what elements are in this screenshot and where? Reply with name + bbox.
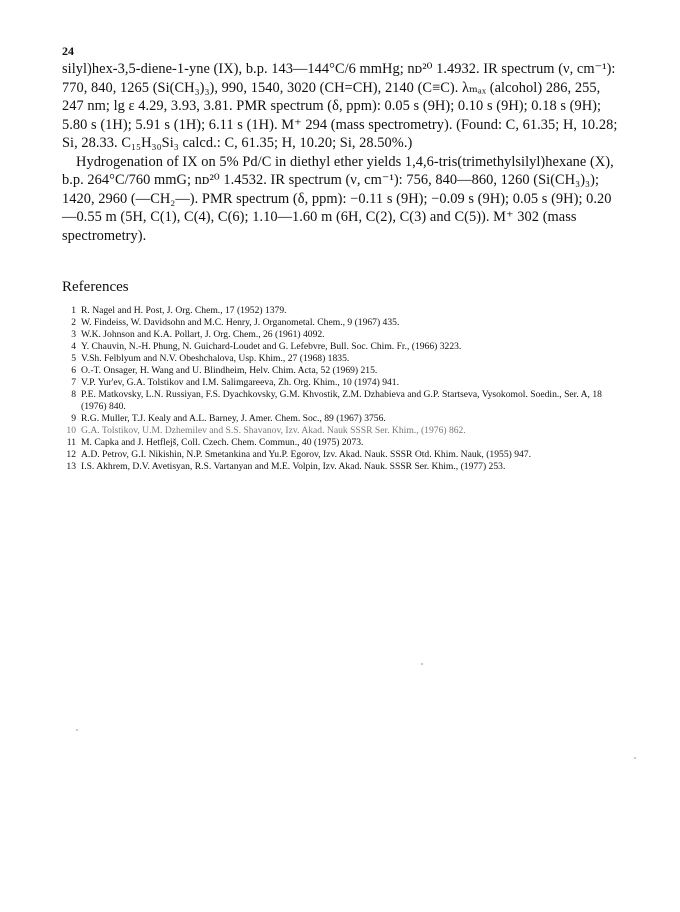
reference-text: V.P. Yur'ev, G.A. Tolstikov and I.M. Salimgareeva, Zh. Org. Khim., 10 (1974) 941.	[81, 377, 399, 388]
reference-number: 12	[66, 449, 76, 460]
reference-text: M. Capka and J. Hetflejš, Coll. Czech. Chem. Commun., 40 (1975) 2073.	[81, 437, 364, 448]
reference-text: A.D. Petrov, G.I. Nikishin, N.P. Smetankina and Yu.P. Egorov, Izv. Akad. Nauk. SSSR Otd. Khim. Nauk, (1955) 947.	[81, 449, 531, 460]
reference-text: P.E. Matkovsky, L.N. Russiyan, F.S. Dyachkovsky, G.M. Khvostik, Z.M. Dzhabieva and G.P. Startseva, Vysokomol. Soedin., Ser. A, 18 (1976) 840.	[81, 389, 602, 412]
reference-number: 10	[66, 425, 76, 436]
reference-number: 13	[66, 461, 76, 472]
page-number: 24	[62, 44, 74, 58]
reference-item	[62, 341, 622, 353]
reference-number: 3	[71, 329, 76, 340]
reference-number: 2	[71, 317, 76, 328]
reference-text: R. Nagel and H. Post, J. Org. Chem., 17 (1952) 1379.	[81, 305, 287, 316]
reference-item	[62, 353, 622, 365]
reference-item	[62, 413, 622, 425]
scan-speck	[421, 663, 423, 665]
reference-item	[62, 389, 622, 413]
reference-number: 5	[71, 353, 76, 364]
reference-item	[62, 305, 622, 317]
reference-item	[62, 329, 622, 341]
reference-item	[62, 425, 622, 437]
references-heading: References	[62, 279, 129, 296]
reference-text: G.A. Tolstikov, U.M. Dzhemilev and S.S. Shavanov, Izv. Akad. Nauk SSSR Ser. Khim., (1976) 862.	[81, 425, 466, 436]
reference-text: V.Sh. Felblyum and N.V. Obeshchalova, Usp. Khim., 27 (1968) 1835.	[81, 353, 350, 364]
reference-number: 11	[66, 437, 76, 448]
references-list	[62, 305, 622, 473]
reference-text: Y. Chauvin, N.-H. Phung, N. Guichard-Loudet and G. Lefebvre, Bull. Soc. Chim. Fr., (1966) 3223.	[81, 341, 462, 352]
reference-number: 7	[71, 377, 76, 388]
body-text	[62, 60, 622, 245]
reference-text: W. Findeiss, W. Davidsohn and M.C. Henry, J. Organometal. Chem., 9 (1967) 435.	[81, 317, 400, 328]
reference-text: I.S. Akhrem, D.V. Avetisyan, R.S. Vartanyan and M.E. Volpin, Izv. Akad. Nauk. SSSR Ser. Khim., (1977) 253.	[81, 461, 506, 472]
reference-number: 9	[71, 413, 76, 424]
paragraph-compound-ix: silyl)hex-3,5-diene-1-yne (IX), b.p. 143—144°C/6 mmHg; nᴅ²⁰ 1.4932. IR spectrum (ν, cm⁻¹): 770, 840, 1265 (Si(CH₃)₃), 990, 1540, 3020 (CH=CH), 2140 (C≡C). λₘₐₓ (alcohol) 286, 255, 247 nm; lg ε 4.29, 3.93, 3.81. PMR spectrum (δ, ppm): 0.05 s (9H); 0.10 s (9H); 0.18 s (9H); 5.80 s (1H); 5.91 s (1H); 6.11 s (1H). M⁺ 294 (mass spectrometry). (Found: C, 61.35; H, 10.28; Si, 28.33. C₁₅H₃₀Si₃ calcd.: C, 61.35; H, 10.20; Si, 28.50%.)	[62, 61, 618, 151]
paragraph-hydrogenation: Hydrogenation of IX on 5% Pd/C in diethyl ether yields 1,4,6-tris(trimethylsilyl)hexane (X), b.p. 264°C/760 mmG; nᴅ²⁰ 1.4532. IR spectrum (ν, cm⁻¹): 756, 840—860, 1260 (Si(CH₃)₃); 1420, 2960 (—CH₂—). PMR spectrum (δ, ppm): −0.11 s (9H); −0.09 s (9H); 0.05 s (9H); 0.20—0.55 m (5H, C(1), C(4), C(6); 1.10—1.60 m (6H, C(2), C(3) and C(5)). M⁺ 302 (mass spectrometry).	[62, 153, 614, 244]
reference-number: 4	[71, 341, 76, 352]
reference-text: R.G. Muller, T.J. Kealy and A.L. Barney, J. Amer. Chem. Soc., 89 (1967) 3756.	[81, 413, 386, 424]
reference-item	[62, 365, 622, 377]
reference-item	[62, 377, 622, 389]
reference-number: 1	[71, 305, 76, 316]
reference-text: W.K. Johnson and K.A. Pollart, J. Org. Chem., 26 (1961) 4092.	[81, 329, 325, 340]
reference-item	[62, 461, 622, 473]
reference-number: 6	[71, 365, 76, 376]
reference-item	[62, 437, 622, 449]
scan-speck	[76, 729, 78, 731]
reference-item	[62, 317, 622, 329]
reference-text: O.-T. Onsager, H. Wang and U. Blindheim, Helv. Chim. Acta, 52 (1969) 215.	[81, 365, 378, 376]
reference-number: 8	[71, 389, 76, 400]
scan-speck	[634, 757, 636, 759]
reference-item	[62, 449, 622, 461]
